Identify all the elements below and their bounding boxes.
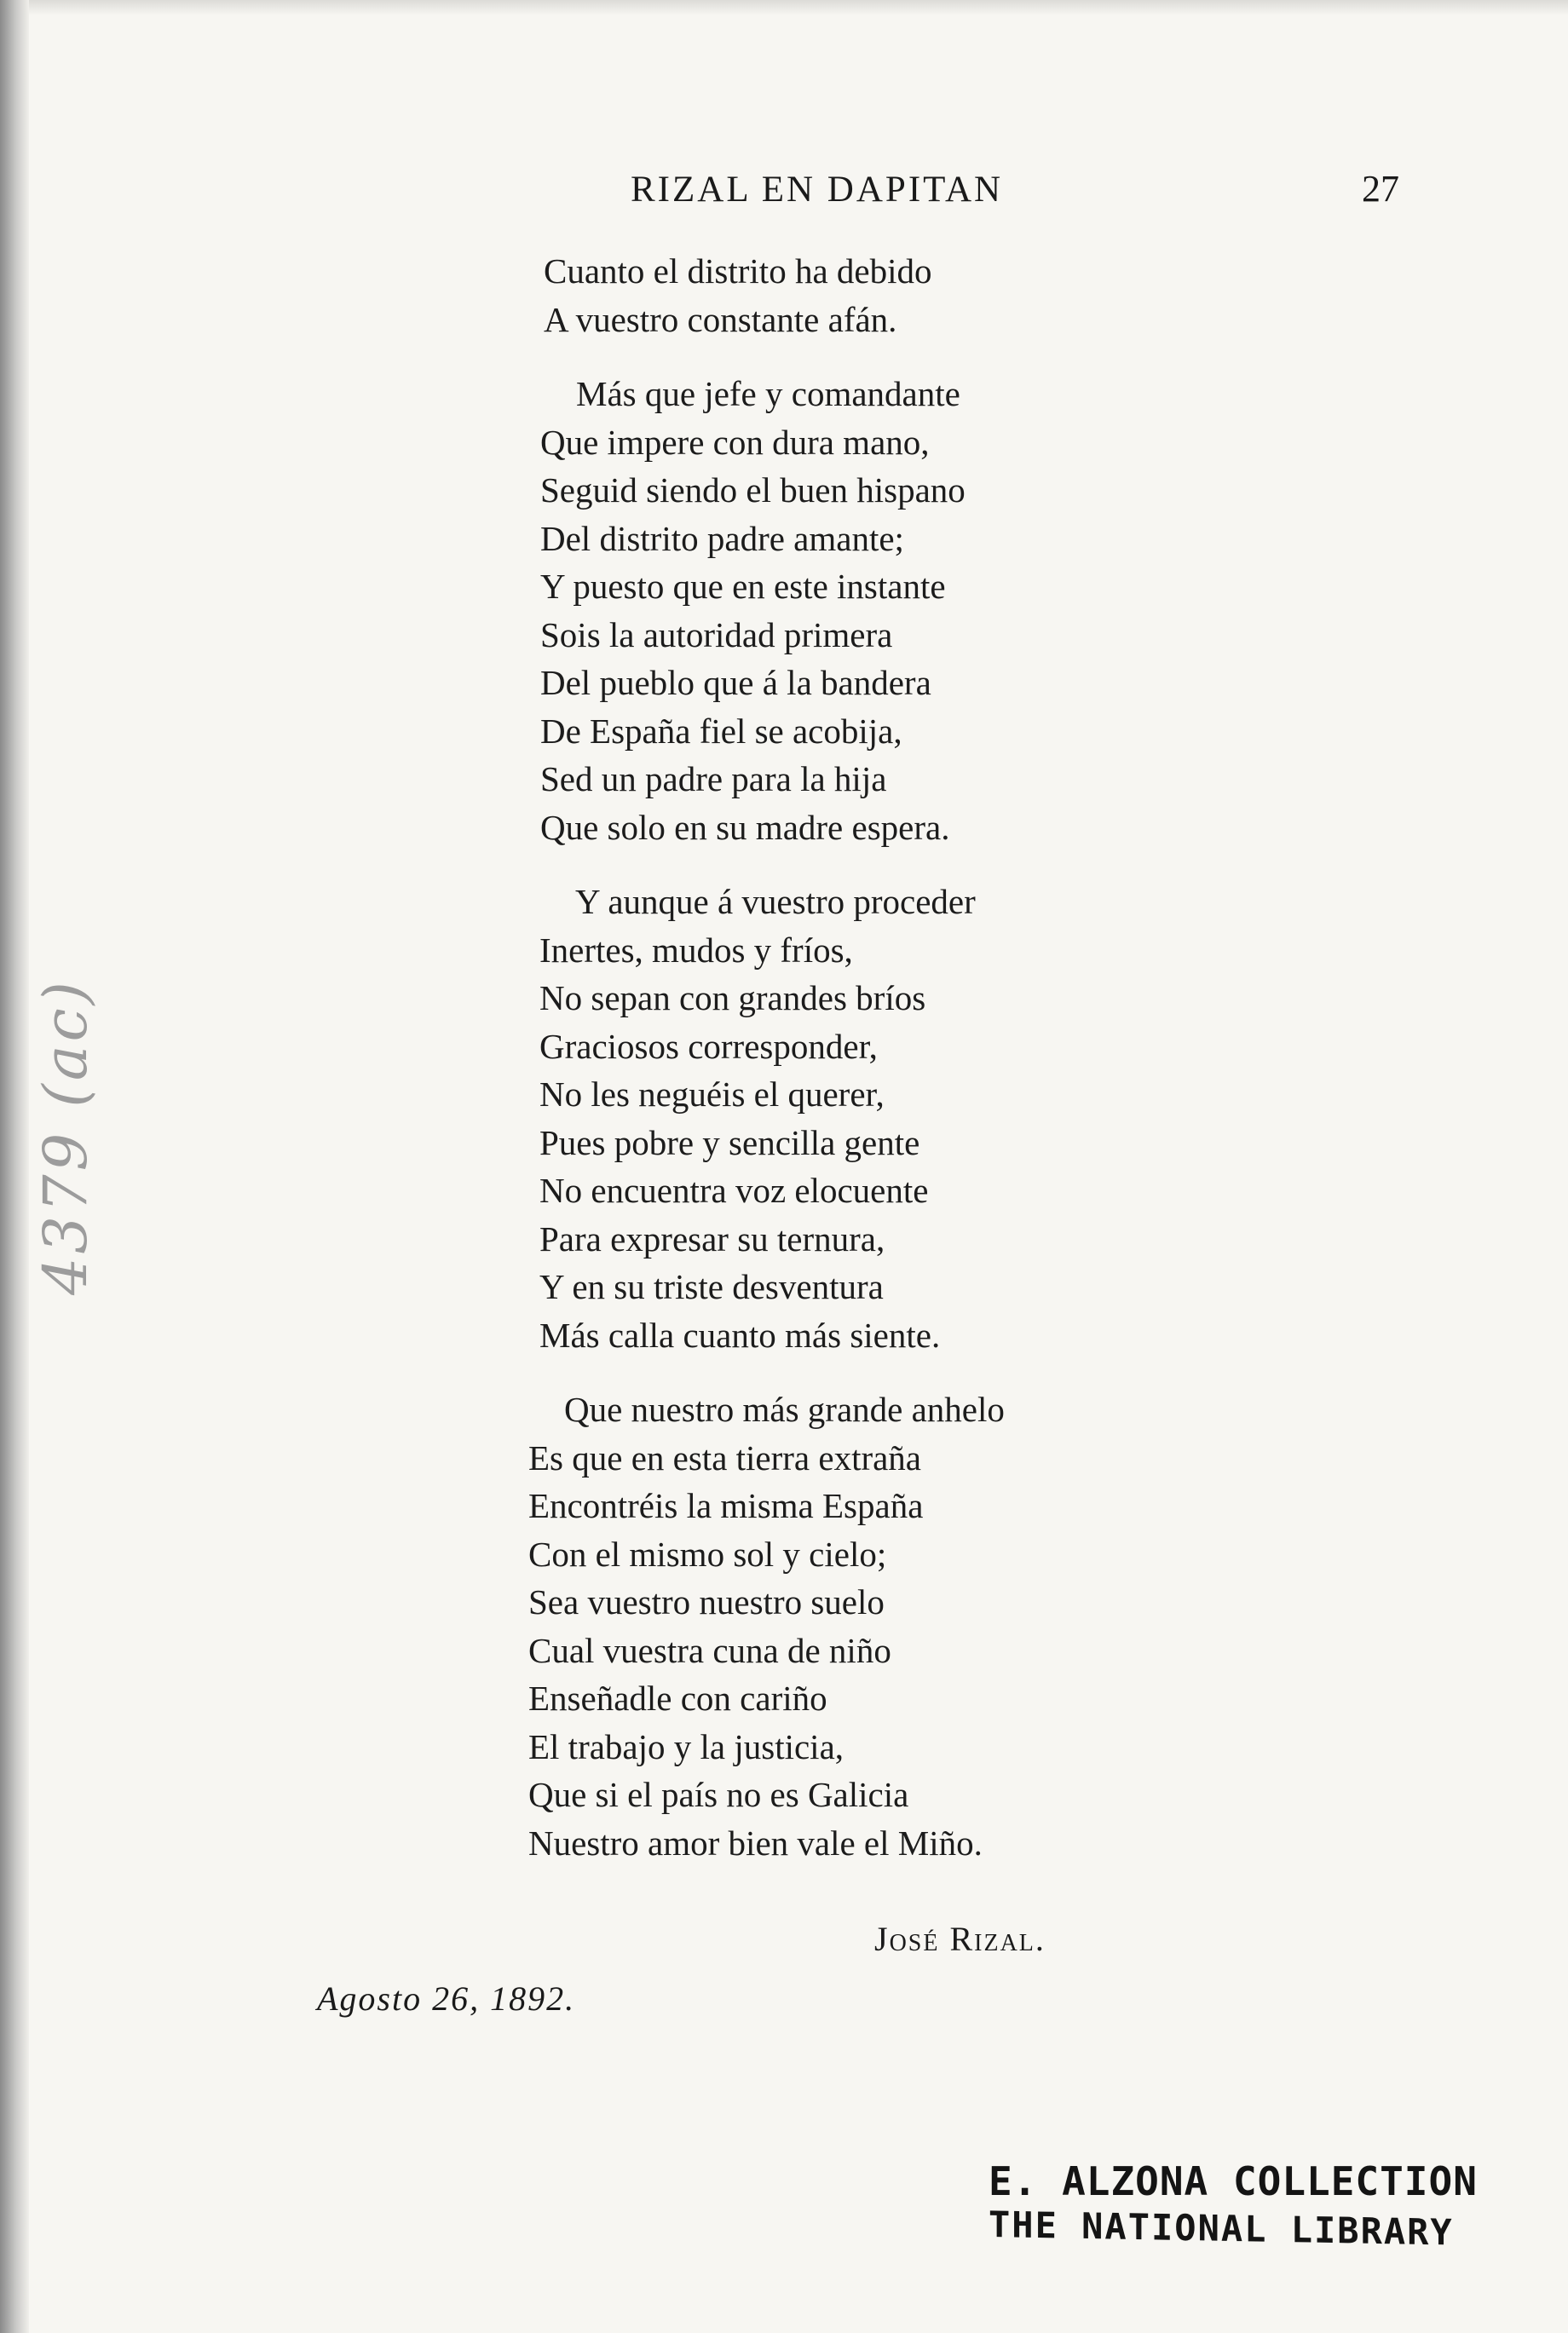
poem-line: A vuestro constante afán. [544,299,897,339]
poem-date: Agosto 26, 1892. [317,1979,576,2018]
poem-line: Con el mismo sol y cielo; [528,1534,887,1574]
poem-line: Cuanto el distrito ha debido [544,251,932,291]
poem-line: Seguid siendo el buen hispano [540,470,966,510]
poem-line: Más que jefe y comandante [576,374,960,413]
stanza-4 [528,1385,1176,1867]
author-signature: José Rizal. [874,1920,1046,1958]
poem-line: Y en su triste desventura [539,1267,884,1306]
poem-line: Para expresar su ternura, [539,1218,885,1259]
poem-line: Pues pobre y sencilla gente [539,1122,920,1162]
binding-shadow [0,0,29,2333]
poem-line: Cual vuestra cuna de niño [528,1630,891,1670]
poem-line: Del distrito padre amante; [540,518,904,558]
stamp-line-collection: E. ALZONA COLLECTION [989,2158,1478,2204]
poem-line: Enseñadle con cariño [528,1679,827,1718]
stanza-1 [528,247,1176,343]
poem-line: Es que en esta tierra extraña [528,1437,922,1478]
stamp-line-library: THE NATIONAL LIBRARY [989,2203,1454,2254]
page-top-edge [29,0,1568,15]
poem-line: Más calla cuanto más siente. [539,1315,941,1355]
poem-line: Encontréis la misma España [528,1486,924,1525]
poem-line: No les neguéis el querer, [539,1074,885,1114]
poem-line: Que impere con dura mano, [540,422,930,462]
poem-line: Del pueblo que á la bandera [540,663,931,702]
poem-line: Sed un padre para la hija [540,759,887,798]
page-number: 27 [1362,168,1399,210]
poem [528,247,1176,1893]
poem-line: El trabajo y la justicia, [528,1726,845,1766]
poem-line: Sois la autoridad primera [540,614,893,654]
poem-line: Que nuestro más grande anhelo [564,1390,1005,1429]
stanza-3 [528,878,1176,1359]
poem-line: Que si el país no es Galicia [528,1775,909,1814]
poem-line: Nuestro amor bien vale el Miño. [528,1823,983,1863]
pencil-margin-note: 4379 (ac) [31,978,101,1295]
poem-line: Que solo en su madre espera. [540,807,950,847]
poem-line: No encuentra voz elocuente [539,1171,929,1210]
poem-line: Graciosos corresponder, [539,1026,878,1066]
poem-line: Inertes, mudos y fríos, [539,930,853,970]
poem-line: Sea vuestro nuestro suelo [528,1582,885,1622]
poem-line: De España fiel se acobija, [540,711,902,751]
stanza-2 [528,370,1176,851]
library-stamp [989,2156,1478,2254]
poem-line: No sepan con grandes bríos [539,978,926,1017]
running-title: RIZAL EN DAPITAN [631,170,1004,210]
poem-line: Y aunque á vuestro proceder [575,882,976,921]
poem-line: Y puesto que en este instante [540,567,946,606]
